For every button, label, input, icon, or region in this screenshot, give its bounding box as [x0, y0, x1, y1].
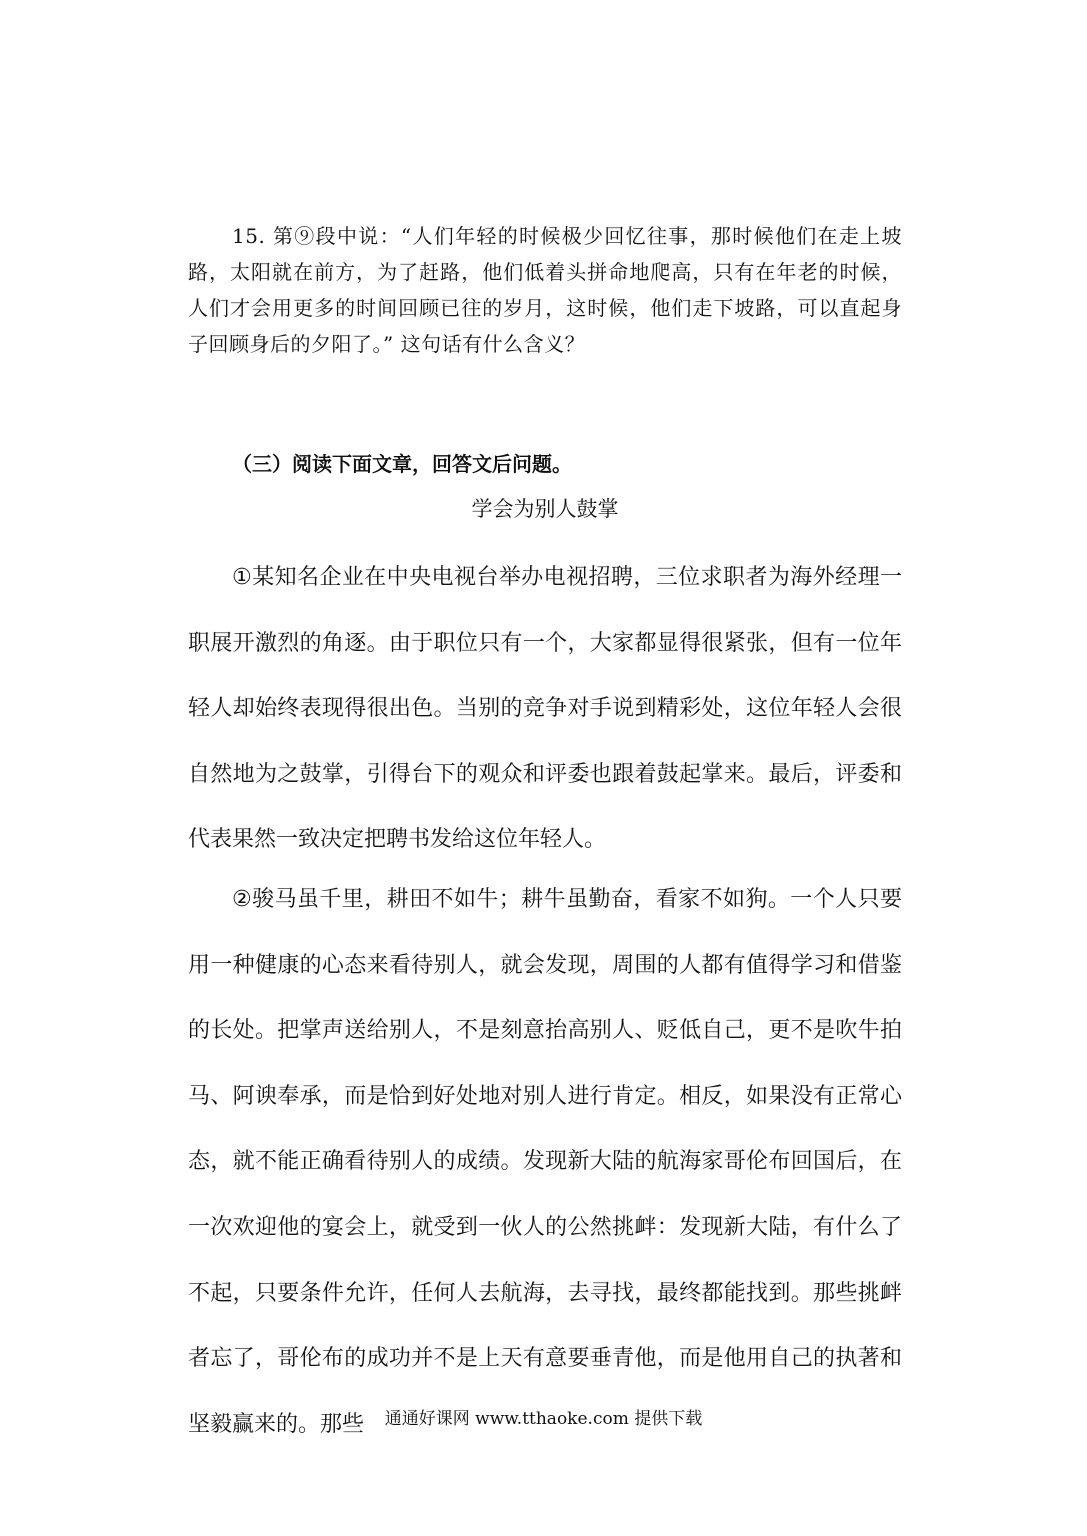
question-15: 15. 第⑨段中说：“人们年轻的时候极少回忆往事，那时候他们在走上坡路，太阳就在前方，为了赶路，他们低着头拼命地爬高，只有在年老的时候，人们才会用更多的时间回顾已往的岁月，这时候，他们走下坡路，可以直起身子回顾身后的夕阳了。” 这句话有什么含义？	[188, 224, 902, 356]
article-paragraph-2: ②骏马虽千里，耕田不如牛；耕牛虽勤奋，看家不如狗。一个人只要用一种健康的心态来看待别人，就会发现，周围的人都有值得学习和借鉴的长处。把掌声送给别人，不是刻意抬高别人、贬低自己，更不是吹牛拍马、阿谀奉承，而是恰到好处地对别人进行肯定。相反，如果没有正常心态，就不能正确看待别人的成绩。发现新大陆的航海家哥伦布回国后，在一次欢迎他的宴会上，就受到一伙人的公然挑衅：发现新大陆，有什么了不起，只要条件允许，任何人去航海，去寻找，最终都能找到。那些挑衅者忘了，哥伦布的成功并不是上天有意要垂青他，而是他用自己的执著和坚毅赢来的。那些	[188, 887, 902, 1437]
article-paragraph-1: ①某知名企业在中央电视台举办电视招聘，三位求职者为海外经理一职展开激烈的角逐。由于职位只有一个，大家都显得很紧张，但有一位年轻人却始终表现得很出色。当别的竞争对手说到精彩处，这位年轻人会很自然地为之鼓掌，引得台下的观众和评委也跟着鼓起掌来。最后，评委和代表果然一致决定把聘书发给这位年轻人。	[188, 565, 902, 853]
article-title: 学会为别人鼓掌	[471, 497, 619, 521]
page-footer: 通通好课网 www.tthaoke.com 提供下载	[384, 1409, 703, 1429]
section-heading: （三）阅读下面文章，回答文后问题。	[232, 452, 572, 476]
